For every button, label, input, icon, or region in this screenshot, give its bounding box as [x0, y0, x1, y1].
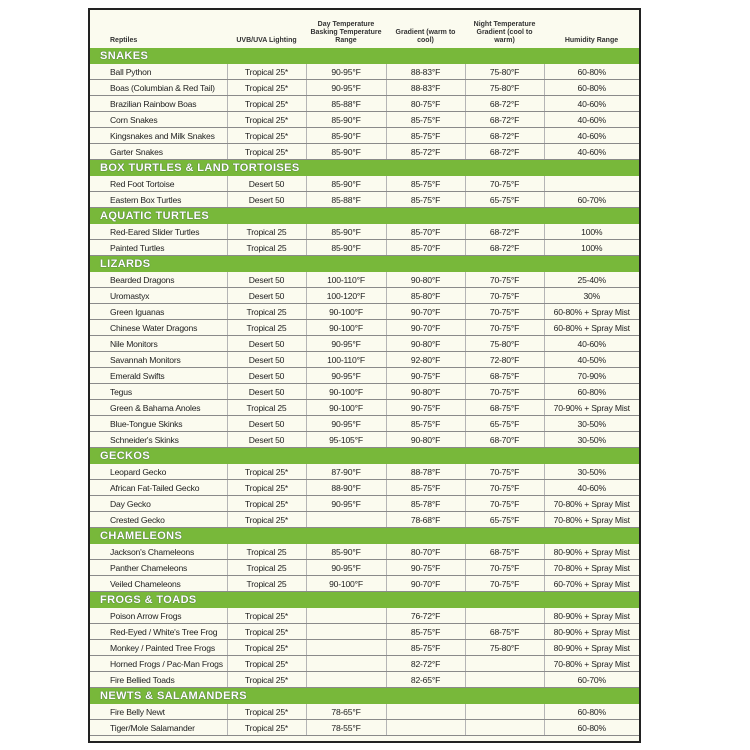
- species-name-cell: Jackson's Chameleons: [90, 544, 227, 560]
- humidity-cell: 40-60%: [544, 336, 639, 352]
- night-temperature-cell: 68-72°F: [465, 112, 544, 128]
- table-row: [90, 64, 639, 80]
- humidity-cell: 25-40%: [544, 272, 639, 288]
- lighting-cell: Tropical 25*: [227, 624, 306, 640]
- gradient-cell: 85-70°F: [386, 224, 465, 240]
- humidity-cell: 60-80%: [544, 384, 639, 400]
- table-row: [90, 128, 639, 144]
- header-day-temperature: Day Temperature Basking Temperature Range: [310, 21, 382, 44]
- humidity-cell: 40-50%: [544, 352, 639, 368]
- section-title: FROGS & TOADS: [90, 592, 639, 609]
- species-name-cell: Day Gecko: [90, 496, 227, 512]
- species-name-cell: Fire Bellied Toads: [90, 672, 227, 688]
- gradient-cell: [386, 720, 465, 736]
- night-temperature-cell: 68-72°F: [465, 128, 544, 144]
- gradient-cell: 88-83°F: [386, 64, 465, 80]
- species-name-cell: Eastern Box Turtles: [90, 192, 227, 208]
- species-name-cell: Blue-Tongue Skinks: [90, 416, 227, 432]
- humidity-cell: 70-80% + Spray Mist: [544, 560, 639, 576]
- table-row: [90, 192, 639, 208]
- lighting-cell: Tropical 25*: [227, 64, 306, 80]
- species-name-cell: Red-Eyed / White's Tree Frog: [90, 624, 227, 640]
- day-temperature-cell: 85-90°F: [306, 176, 386, 192]
- table-row: [90, 608, 639, 624]
- humidity-cell: 40-60%: [544, 128, 639, 144]
- lighting-cell: Tropical 25*: [227, 672, 306, 688]
- species-name-cell: Emerald Swifts: [90, 368, 227, 384]
- night-temperature-cell: 68-72°F: [465, 224, 544, 240]
- section-title: NEWTS & SALAMANDERS: [90, 688, 639, 705]
- humidity-cell: 60-80%: [544, 720, 639, 736]
- table-row: [90, 288, 639, 304]
- humidity-cell: 40-60%: [544, 112, 639, 128]
- night-temperature-cell: 70-75°F: [465, 304, 544, 320]
- gradient-cell: 85-75°F: [386, 128, 465, 144]
- gradient-cell: 85-72°F: [386, 144, 465, 160]
- humidity-cell: 60-80% + Spray Mist: [544, 304, 639, 320]
- table-header: [90, 10, 639, 48]
- night-temperature-cell: [465, 704, 544, 720]
- lighting-cell: Desert 50: [227, 192, 306, 208]
- lighting-cell: Tropical 25*: [227, 80, 306, 96]
- day-temperature-cell: 85-88°F: [306, 192, 386, 208]
- night-temperature-cell: [465, 720, 544, 736]
- gradient-cell: 85-75°F: [386, 624, 465, 640]
- species-name-cell: Red-Eared Slider Turtles: [90, 224, 227, 240]
- gradient-cell: 90-75°F: [386, 560, 465, 576]
- table-row: [90, 112, 639, 128]
- night-temperature-cell: 68-72°F: [465, 240, 544, 256]
- species-name-cell: Tegus: [90, 384, 227, 400]
- night-temperature-cell: 65-75°F: [465, 416, 544, 432]
- day-temperature-cell: 90-95°F: [306, 64, 386, 80]
- species-name-cell: Uromastyx: [90, 288, 227, 304]
- gradient-cell: 90-80°F: [386, 432, 465, 448]
- day-temperature-cell: 90-95°F: [306, 80, 386, 96]
- table-row: [90, 720, 639, 736]
- night-temperature-cell: 68-75°F: [465, 368, 544, 384]
- species-name-cell: Green & Bahama Anoles: [90, 400, 227, 416]
- care-chart: [88, 8, 641, 743]
- gradient-cell: 85-75°F: [386, 192, 465, 208]
- table-row: [90, 672, 639, 688]
- night-temperature-cell: [465, 608, 544, 624]
- table-row: [90, 368, 639, 384]
- header-humidity: Humidity Range: [564, 37, 619, 44]
- humidity-cell: 60-70%: [544, 192, 639, 208]
- day-temperature-cell: 90-100°F: [306, 304, 386, 320]
- night-temperature-cell: 70-75°F: [465, 560, 544, 576]
- section-title: GECKOS: [90, 448, 639, 465]
- humidity-cell: 60-80%: [544, 80, 639, 96]
- section-header: [90, 528, 639, 545]
- night-temperature-cell: 68-75°F: [465, 544, 544, 560]
- day-temperature-cell: 90-100°F: [306, 320, 386, 336]
- species-name-cell: Savannah Monitors: [90, 352, 227, 368]
- gradient-cell: [386, 704, 465, 720]
- species-name-cell: Horned Frogs / Pac-Man Frogs: [90, 656, 227, 672]
- species-name-cell: Brazilian Rainbow Boas: [90, 96, 227, 112]
- gradient-cell: 92-80°F: [386, 352, 465, 368]
- humidity-cell: 30-50%: [544, 416, 639, 432]
- night-temperature-cell: 65-75°F: [465, 512, 544, 528]
- gradient-cell: 90-80°F: [386, 272, 465, 288]
- lighting-cell: Tropical 25: [227, 560, 306, 576]
- species-name-cell: Corn Snakes: [90, 112, 227, 128]
- day-temperature-cell: 85-90°F: [306, 544, 386, 560]
- lighting-cell: Tropical 25: [227, 224, 306, 240]
- species-name-cell: Crested Gecko: [90, 512, 227, 528]
- gradient-cell: 82-72°F: [386, 656, 465, 672]
- gradient-cell: 90-75°F: [386, 368, 465, 384]
- table-row: [90, 624, 639, 640]
- species-name-cell: Green Iguanas: [90, 304, 227, 320]
- table-row: [90, 704, 639, 720]
- humidity-cell: [544, 176, 639, 192]
- species-name-cell: Tiger/Mole Salamander: [90, 720, 227, 736]
- table-row: [90, 432, 639, 448]
- day-temperature-cell: 78-55°F: [306, 720, 386, 736]
- lighting-cell: Tropical 25*: [227, 704, 306, 720]
- gradient-cell: 78-68°F: [386, 512, 465, 528]
- lighting-cell: Tropical 25*: [227, 144, 306, 160]
- gradient-cell: 82-65°F: [386, 672, 465, 688]
- night-temperature-cell: 75-80°F: [465, 640, 544, 656]
- species-name-cell: Red Foot Tortoise: [90, 176, 227, 192]
- table-row: [90, 272, 639, 288]
- humidity-cell: 60-80%: [544, 704, 639, 720]
- humidity-cell: 80-90% + Spray Mist: [544, 640, 639, 656]
- humidity-cell: 60-80% + Spray Mist: [544, 320, 639, 336]
- species-name-cell: Garter Snakes: [90, 144, 227, 160]
- day-temperature-cell: 90-95°F: [306, 496, 386, 512]
- section-title: CHAMELEONS: [90, 528, 639, 545]
- day-temperature-cell: 95-105°F: [306, 432, 386, 448]
- lighting-cell: Desert 50: [227, 288, 306, 304]
- humidity-cell: 40-60%: [544, 96, 639, 112]
- humidity-cell: 60-70% + Spray Mist: [544, 576, 639, 592]
- day-temperature-cell: 90-95°F: [306, 560, 386, 576]
- day-temperature-cell: 87-90°F: [306, 464, 386, 480]
- lighting-cell: Tropical 25: [227, 320, 306, 336]
- day-temperature-cell: 85-90°F: [306, 240, 386, 256]
- night-temperature-cell: 70-75°F: [465, 576, 544, 592]
- day-temperature-cell: 78-65°F: [306, 704, 386, 720]
- humidity-cell: 70-90%: [544, 368, 639, 384]
- lighting-cell: Desert 50: [227, 384, 306, 400]
- day-temperature-cell: 90-95°F: [306, 368, 386, 384]
- humidity-cell: 70-80% + Spray Mist: [544, 512, 639, 528]
- lighting-cell: Desert 50: [227, 336, 306, 352]
- night-temperature-cell: 75-80°F: [465, 80, 544, 96]
- night-temperature-cell: 70-75°F: [465, 480, 544, 496]
- species-name-cell: African Fat-Tailed Gecko: [90, 480, 227, 496]
- section-title: BOX TURTLES & LAND TORTOISES: [90, 160, 639, 177]
- day-temperature-cell: 100-110°F: [306, 352, 386, 368]
- gradient-cell: 90-80°F: [386, 384, 465, 400]
- humidity-cell: 60-70%: [544, 672, 639, 688]
- lighting-cell: Tropical 25: [227, 544, 306, 560]
- table-row: [90, 560, 639, 576]
- day-temperature-cell: 88-90°F: [306, 480, 386, 496]
- humidity-cell: 80-90% + Spray Mist: [544, 624, 639, 640]
- table-row: [90, 496, 639, 512]
- lighting-cell: Tropical 25*: [227, 480, 306, 496]
- table-body: [90, 48, 639, 736]
- gradient-cell: 85-70°F: [386, 240, 465, 256]
- gradient-cell: 90-70°F: [386, 304, 465, 320]
- table-row: [90, 416, 639, 432]
- care-table: [90, 10, 639, 736]
- table-row: [90, 80, 639, 96]
- night-temperature-cell: 70-75°F: [465, 272, 544, 288]
- lighting-cell: Tropical 25*: [227, 720, 306, 736]
- lighting-cell: Tropical 25*: [227, 512, 306, 528]
- section-header: [90, 160, 639, 177]
- day-temperature-cell: 85-90°F: [306, 224, 386, 240]
- night-temperature-cell: 68-72°F: [465, 144, 544, 160]
- humidity-cell: 80-90% + Spray Mist: [544, 544, 639, 560]
- lighting-cell: Tropical 25: [227, 400, 306, 416]
- humidity-cell: 60-80%: [544, 64, 639, 80]
- gradient-cell: 90-70°F: [386, 576, 465, 592]
- day-temperature-cell: 90-100°F: [306, 400, 386, 416]
- gradient-cell: 85-78°F: [386, 496, 465, 512]
- table-row: [90, 320, 639, 336]
- table-row: [90, 480, 639, 496]
- lighting-cell: Tropical 25: [227, 576, 306, 592]
- night-temperature-cell: 75-80°F: [465, 336, 544, 352]
- day-temperature-cell: 85-90°F: [306, 128, 386, 144]
- species-name-cell: Ball Python: [90, 64, 227, 80]
- gradient-cell: 85-75°F: [386, 416, 465, 432]
- lighting-cell: Desert 50: [227, 368, 306, 384]
- species-name-cell: Monkey / Painted Tree Frogs: [90, 640, 227, 656]
- night-temperature-cell: [465, 656, 544, 672]
- table-row: [90, 240, 639, 256]
- species-name-cell: Veiled Chameleons: [90, 576, 227, 592]
- header-night-temperature: Night Temperature Gradient (cool to warm): [473, 21, 536, 44]
- table-row: [90, 224, 639, 240]
- table-row: [90, 576, 639, 592]
- humidity-cell: 100%: [544, 224, 639, 240]
- gradient-cell: 85-75°F: [386, 640, 465, 656]
- table-row: [90, 96, 639, 112]
- section-title: SNAKES: [90, 48, 639, 64]
- section-header: [90, 208, 639, 225]
- gradient-cell: 85-75°F: [386, 112, 465, 128]
- table-row: [90, 144, 639, 160]
- night-temperature-cell: 70-75°F: [465, 176, 544, 192]
- species-name-cell: Kingsnakes and Milk Snakes: [90, 128, 227, 144]
- table-row: [90, 336, 639, 352]
- section-header: [90, 688, 639, 705]
- species-name-cell: Fire Belly Newt: [90, 704, 227, 720]
- night-temperature-cell: 70-75°F: [465, 496, 544, 512]
- day-temperature-cell: 100-120°F: [306, 288, 386, 304]
- day-temperature-cell: [306, 672, 386, 688]
- day-temperature-cell: 90-95°F: [306, 336, 386, 352]
- lighting-cell: Tropical 25: [227, 240, 306, 256]
- day-temperature-cell: [306, 512, 386, 528]
- humidity-cell: 40-60%: [544, 480, 639, 496]
- humidity-cell: 30%: [544, 288, 639, 304]
- lighting-cell: Tropical 25*: [227, 640, 306, 656]
- species-name-cell: Schneider's Skinks: [90, 432, 227, 448]
- night-temperature-cell: 68-75°F: [465, 624, 544, 640]
- lighting-cell: Tropical 25*: [227, 128, 306, 144]
- lighting-cell: Desert 50: [227, 272, 306, 288]
- gradient-cell: 80-75°F: [386, 96, 465, 112]
- species-name-cell: Chinese Water Dragons: [90, 320, 227, 336]
- table-row: [90, 544, 639, 560]
- header-gradient: Gradient (warm to cool): [395, 29, 456, 44]
- humidity-cell: 80-90% + Spray Mist: [544, 608, 639, 624]
- gradient-cell: 85-75°F: [386, 480, 465, 496]
- lighting-cell: Desert 50: [227, 432, 306, 448]
- lighting-cell: Tropical 25*: [227, 608, 306, 624]
- header-reptiles: Reptiles: [110, 37, 138, 44]
- gradient-cell: 90-80°F: [386, 336, 465, 352]
- section-header: [90, 592, 639, 609]
- gradient-cell: 85-80°F: [386, 288, 465, 304]
- humidity-cell: 30-50%: [544, 464, 639, 480]
- section-header: [90, 48, 639, 64]
- night-temperature-cell: 75-80°F: [465, 64, 544, 80]
- day-temperature-cell: 90-100°F: [306, 384, 386, 400]
- species-name-cell: Nile Monitors: [90, 336, 227, 352]
- night-temperature-cell: 68-72°F: [465, 96, 544, 112]
- day-temperature-cell: [306, 608, 386, 624]
- species-name-cell: Leopard Gecko: [90, 464, 227, 480]
- humidity-cell: 30-50%: [544, 432, 639, 448]
- section-title: LIZARDS: [90, 256, 639, 273]
- table-row: [90, 640, 639, 656]
- day-temperature-cell: 85-90°F: [306, 112, 386, 128]
- humidity-cell: 70-80% + Spray Mist: [544, 656, 639, 672]
- lighting-cell: Tropical 25: [227, 304, 306, 320]
- day-temperature-cell: 90-95°F: [306, 416, 386, 432]
- night-temperature-cell: 70-75°F: [465, 384, 544, 400]
- lighting-cell: Tropical 25*: [227, 496, 306, 512]
- species-name-cell: Painted Turtles: [90, 240, 227, 256]
- table-row: [90, 464, 639, 480]
- lighting-cell: Tropical 25*: [227, 96, 306, 112]
- night-temperature-cell: [465, 672, 544, 688]
- gradient-cell: 80-70°F: [386, 544, 465, 560]
- section-header: [90, 448, 639, 465]
- night-temperature-cell: 70-75°F: [465, 464, 544, 480]
- gradient-cell: 85-75°F: [386, 176, 465, 192]
- section-header: [90, 256, 639, 273]
- gradient-cell: 88-83°F: [386, 80, 465, 96]
- night-temperature-cell: 70-75°F: [465, 288, 544, 304]
- lighting-cell: Tropical 25*: [227, 464, 306, 480]
- species-name-cell: Poison Arrow Frogs: [90, 608, 227, 624]
- night-temperature-cell: 68-70°F: [465, 432, 544, 448]
- night-temperature-cell: 65-75°F: [465, 192, 544, 208]
- lighting-cell: Tropical 25*: [227, 112, 306, 128]
- humidity-cell: 100%: [544, 240, 639, 256]
- lighting-cell: Desert 50: [227, 176, 306, 192]
- day-temperature-cell: 90-100°F: [306, 576, 386, 592]
- lighting-cell: Tropical 25*: [227, 656, 306, 672]
- day-temperature-cell: 100-110°F: [306, 272, 386, 288]
- day-temperature-cell: [306, 656, 386, 672]
- night-temperature-cell: 70-75°F: [465, 320, 544, 336]
- gradient-cell: 76-72°F: [386, 608, 465, 624]
- table-row: [90, 512, 639, 528]
- species-name-cell: Bearded Dragons: [90, 272, 227, 288]
- day-temperature-cell: 85-90°F: [306, 144, 386, 160]
- lighting-cell: Desert 50: [227, 416, 306, 432]
- lighting-cell: Desert 50: [227, 352, 306, 368]
- table-row: [90, 400, 639, 416]
- day-temperature-cell: [306, 624, 386, 640]
- gradient-cell: 88-78°F: [386, 464, 465, 480]
- table-row: [90, 384, 639, 400]
- humidity-cell: 40-60%: [544, 144, 639, 160]
- gradient-cell: 90-70°F: [386, 320, 465, 336]
- species-name-cell: Boas (Columbian & Red Tail): [90, 80, 227, 96]
- humidity-cell: 70-80% + Spray Mist: [544, 496, 639, 512]
- table-row: [90, 304, 639, 320]
- day-temperature-cell: [306, 640, 386, 656]
- night-temperature-cell: 68-75°F: [465, 400, 544, 416]
- day-temperature-cell: 85-88°F: [306, 96, 386, 112]
- gradient-cell: 90-75°F: [386, 400, 465, 416]
- header-lighting: UVB/UVA Lighting: [236, 37, 297, 44]
- table-row: [90, 176, 639, 192]
- species-name-cell: Panther Chameleons: [90, 560, 227, 576]
- table-row: [90, 352, 639, 368]
- section-title: AQUATIC TURTLES: [90, 208, 639, 225]
- humidity-cell: 70-90% + Spray Mist: [544, 400, 639, 416]
- night-temperature-cell: 72-80°F: [465, 352, 544, 368]
- table-row: [90, 656, 639, 672]
